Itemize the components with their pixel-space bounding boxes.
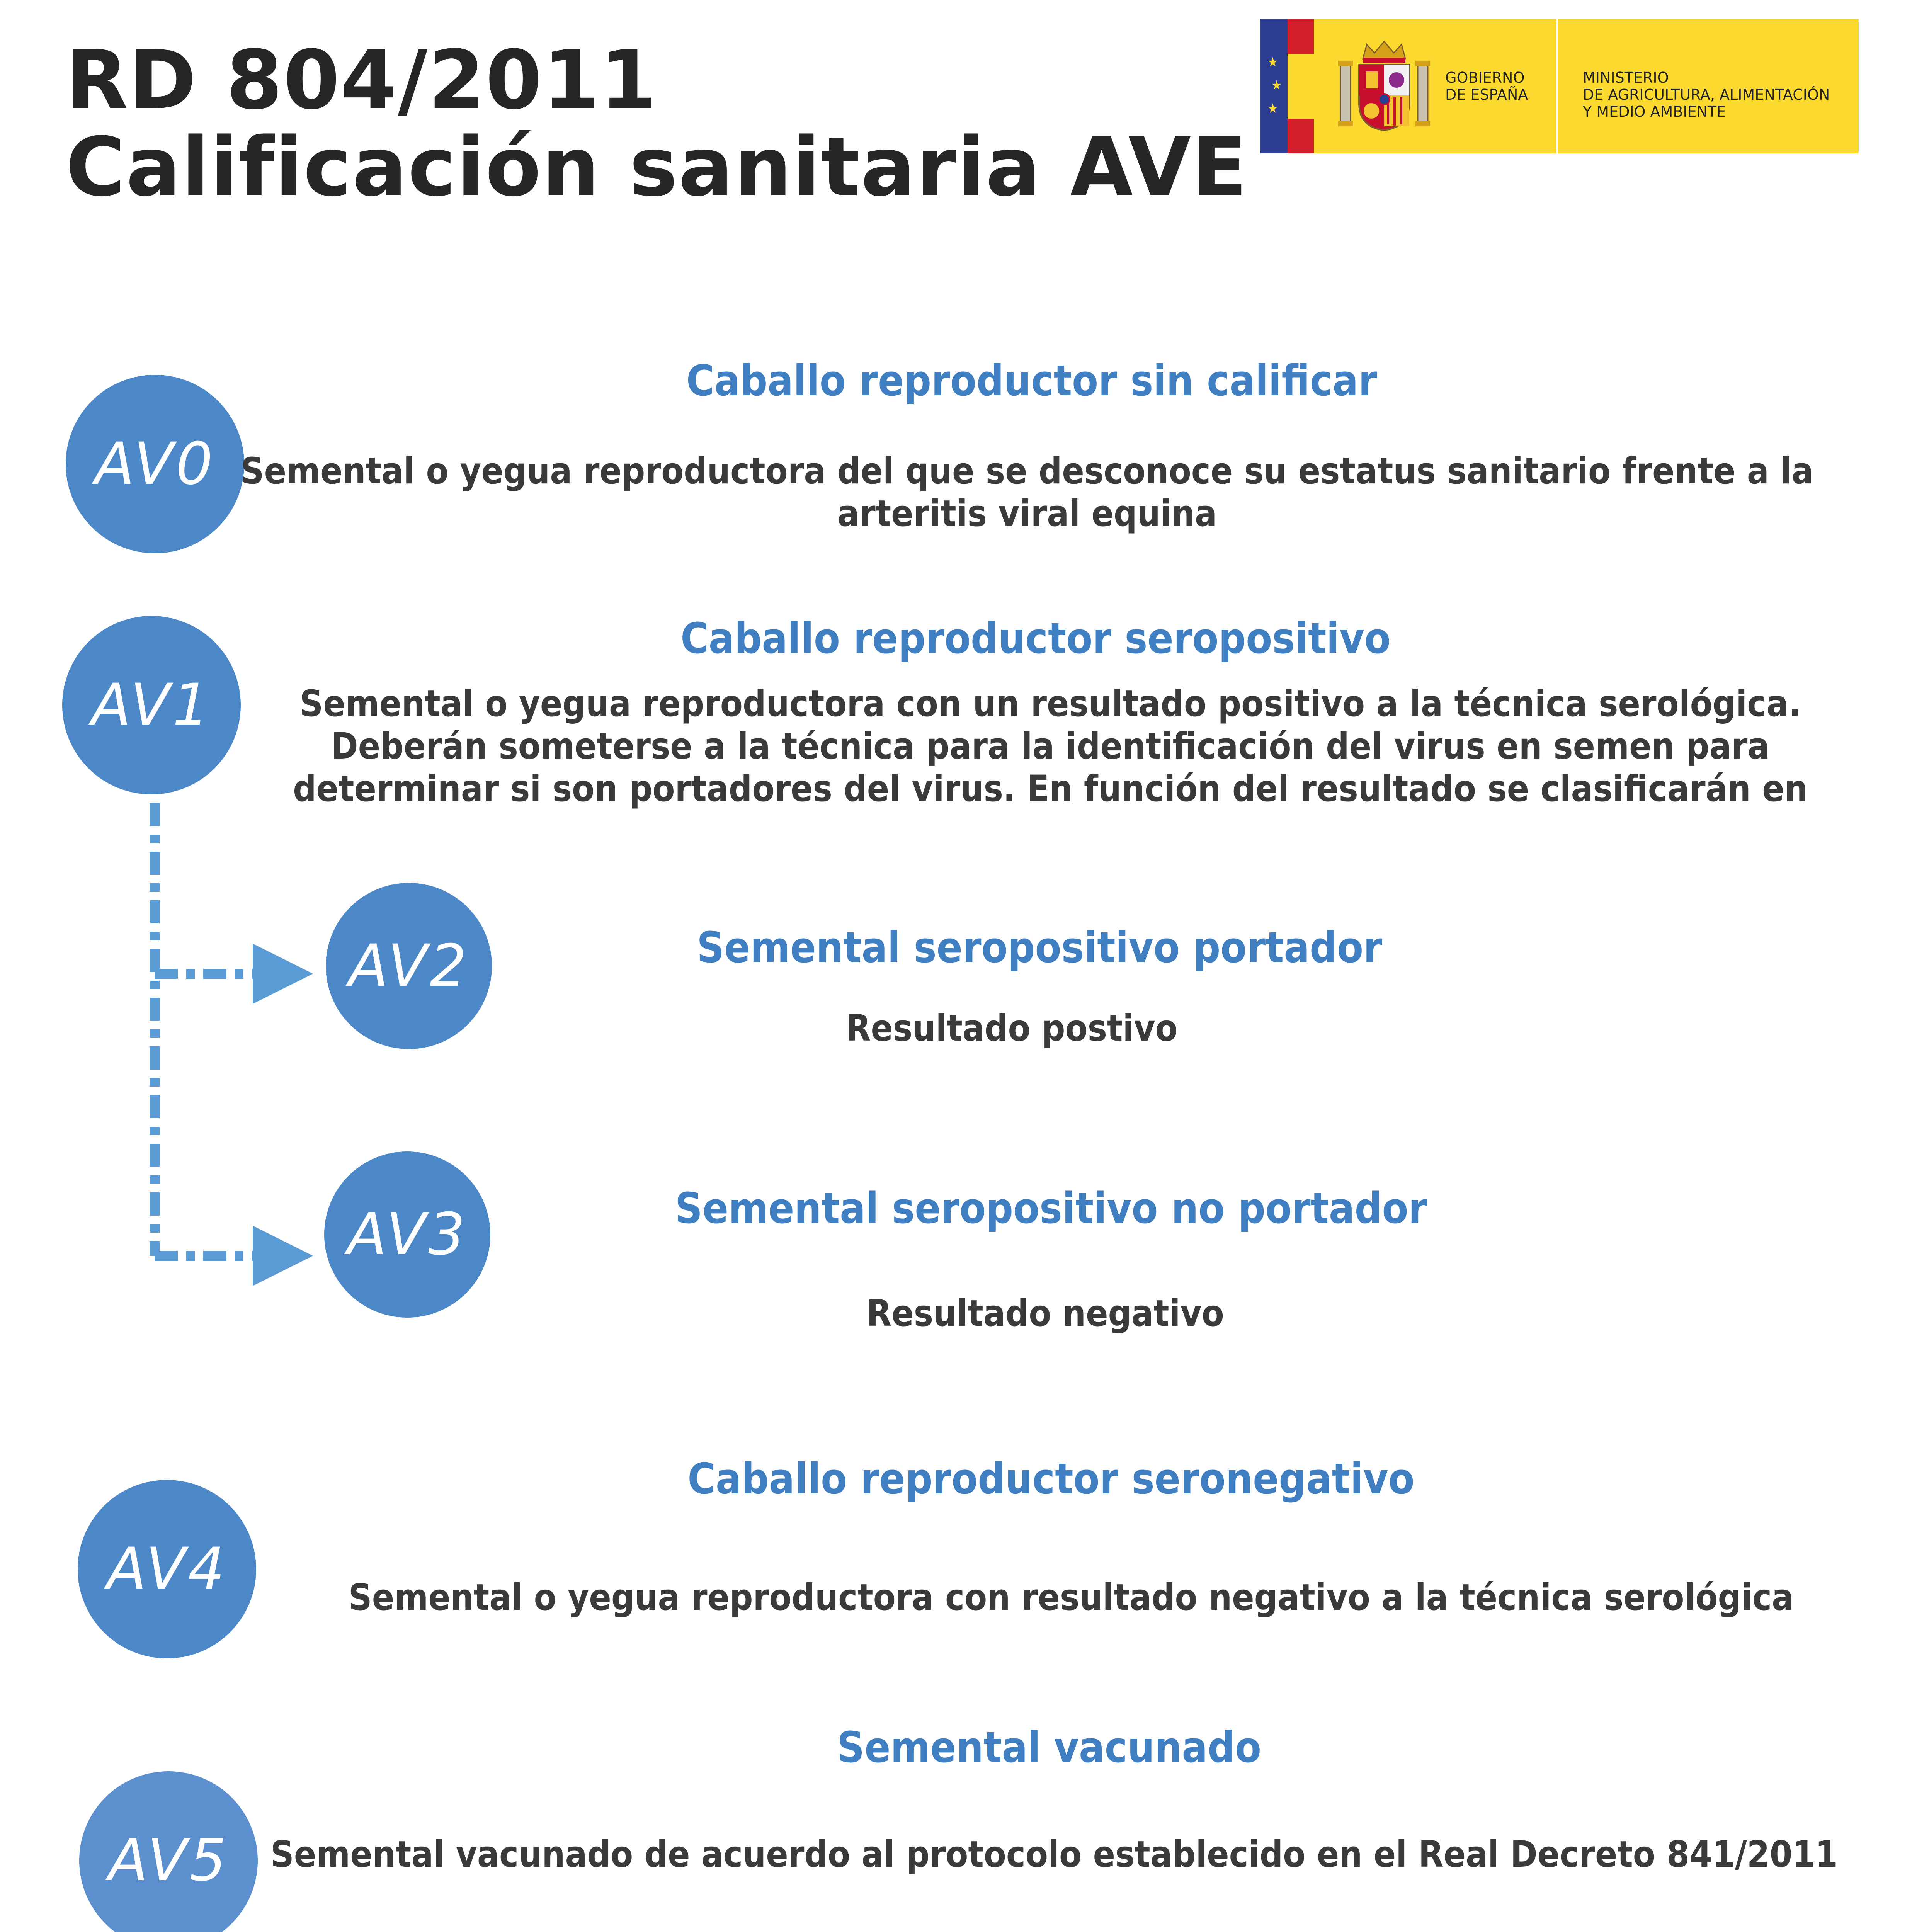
- logo-divider: [1556, 19, 1558, 153]
- spain-flag-red-top: [1288, 19, 1314, 54]
- coat-of-arms-icon: [1336, 37, 1432, 134]
- heading-av0: Caballo reproductor sin calificar: [686, 356, 1377, 405]
- description-av2: [845, 1007, 1177, 1050]
- government-line-2: DE ESPAÑA: [1445, 86, 1528, 103]
- badge-av2-code: AV2: [349, 932, 469, 1000]
- description-av4-line-1: Semental o yegua reproductora con resultado negativo a la técnica serológica: [348, 1577, 1794, 1619]
- ministry-line-3: Y MEDIO AMBIENTE: [1583, 103, 1726, 120]
- ministry-name: [1583, 69, 1830, 120]
- description-av5: [270, 1833, 1838, 1876]
- spain-flag-red-bottom: [1288, 119, 1314, 153]
- badge-av3-code: AV3: [347, 1201, 468, 1268]
- title-line-1: RD 804/2011: [66, 33, 657, 128]
- ministry-line-2: DE AGRICULTURA, ALIMENTACIÓN: [1583, 86, 1830, 103]
- ministry-line-1: MINISTERIO: [1583, 69, 1669, 86]
- description-av3: [866, 1293, 1224, 1335]
- badge-av4: [78, 1480, 256, 1658]
- badge-av1: [62, 616, 241, 794]
- heading-av4: Caballo reproductor seronegativo: [687, 1454, 1415, 1503]
- title-line-2: Calificación sanitaria AVE: [66, 120, 1248, 214]
- badge-av5: [79, 1771, 258, 1932]
- description-av1-line-1: Semental o yegua reproductora con un resultado positivo a la técnica serológica.: [299, 683, 1801, 725]
- government-line-1: GOBIERNO: [1445, 69, 1525, 86]
- eu-star-icon: ★: [1271, 78, 1282, 93]
- description-av0-line-1: Semental o yegua reproductora del que se desconoce su estatus sanitario frente a la: [240, 450, 1814, 492]
- government-name: [1445, 69, 1528, 103]
- heading-av5: Semental vacunado: [837, 1723, 1262, 1772]
- badge-av0-code: AV0: [95, 430, 215, 498]
- badge-av3: [324, 1151, 490, 1318]
- page-title: [66, 33, 1248, 214]
- badge-av5-code: AV5: [108, 1827, 229, 1894]
- badge-av1-code: AV1: [91, 672, 212, 739]
- spain-flag-yellow: [1288, 54, 1314, 119]
- government-logo: [1260, 19, 1859, 153]
- description-av1: [293, 683, 1808, 810]
- description-av4: [349, 1577, 1794, 1619]
- badge-av0: [66, 375, 244, 553]
- description-av0: [241, 450, 1814, 535]
- badge-av4-code: AV4: [107, 1536, 227, 1603]
- description-av0-line-2: arteritis viral equina: [837, 493, 1217, 535]
- description-av1-line-2: Deberán someterse a la técnica para la identificación del virus en semen para: [331, 725, 1770, 767]
- eu-star-icon: ★: [1267, 101, 1278, 116]
- badge-av2: [326, 883, 492, 1049]
- heading-av3: Semental seropositivo no portador: [675, 1184, 1427, 1233]
- eu-star-icon: ★: [1267, 54, 1278, 70]
- description-av3-line-1: Resultado negativo: [866, 1293, 1224, 1335]
- description-av2-line-1: Resultado postivo: [845, 1007, 1178, 1049]
- heading-av2: Semental seropositivo portador: [697, 923, 1382, 972]
- description-av5-line-1: Semental vacunado de acuerdo al protocolo establecido en el Real Decreto 841/2011: [270, 1833, 1838, 1876]
- description-av1-line-3: determinar si son portadores del virus. En función del resultado se clasificarán en: [293, 768, 1808, 810]
- heading-av1: Caballo reproductor seropositivo: [680, 614, 1391, 663]
